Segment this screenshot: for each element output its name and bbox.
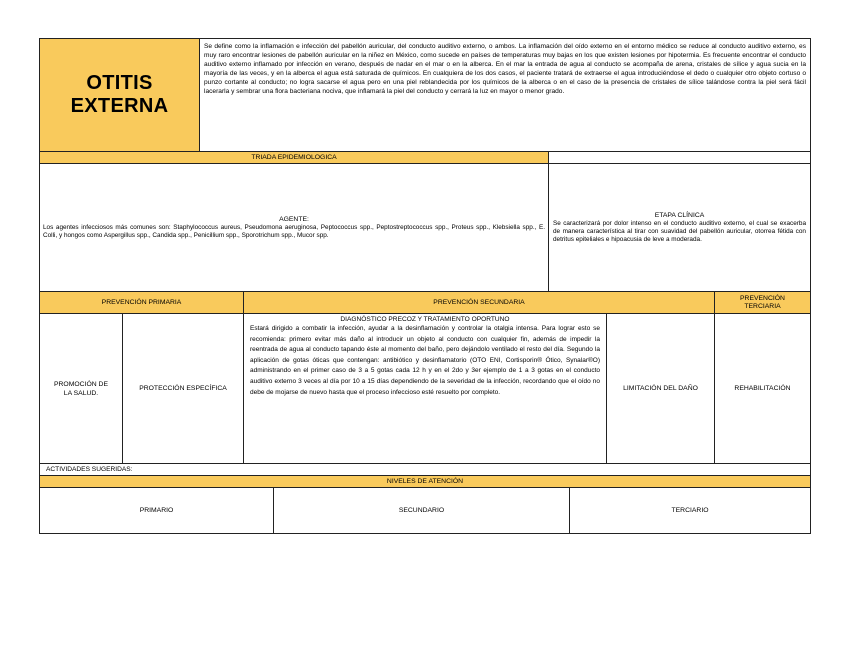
prevencion-secundaria-header: PREVENCIÓN SECUNDARIA	[244, 292, 715, 314]
proteccion-cell: PROTECCIÓN ESPECÍFICA	[123, 314, 244, 464]
etapa-cell	[549, 164, 811, 292]
nivel-secundario-cell: SECUNDARIO	[274, 488, 570, 534]
diagnostico-text: Estará dirigido a combatir la infección, ayudar a la desinflamación y controlar la otalgia intensa. Para lograr esto se recomienda: primero evitar más daño al introducir un objeto al conducto con cualquier fin, además de impedir la reentrada de agua al conducto tapando éste al momento del baño, pero dejándolo ventilado el resto del día. Segundo la aplicación de gotas óticas que contengan: antibiótico y desinflamatorio (OTO ENI, Cortisporin® Ótico, Synalar®O) administrando en el primer caso de 3 a 5 gotas cada 12 h y en el 2do y 3er ejemplo de 1 a 3 gotas en el conducto auditivo externo 3 veces al día por 10 a 15 días dependiendo de la severidad de la infección, recordando que el oído no debe de mojarse de nuevo hasta que el proceso infeccioso esté resuelto por completo.	[250, 325, 600, 396]
nivel-terciario-cell: TERCIARIO	[570, 488, 811, 534]
promocion-cell: PROMOCIÓN DE LA SALUD.	[39, 314, 123, 464]
diagnostico-title: DIAGNÓSTICO PRECOZ Y TRATAMIENTO OPORTUNO	[340, 316, 510, 323]
title-cell	[39, 38, 200, 152]
niveles-header: NIVELES DE ATENCIÓN	[39, 476, 811, 488]
diagnostico-cell	[244, 314, 607, 464]
definition-cell	[200, 38, 811, 152]
nivel-primario-cell: PRIMARIO	[39, 488, 274, 534]
actividades-cell	[39, 464, 811, 476]
page-title: OTITIS EXTERNA	[70, 72, 169, 117]
definition-text: Se define como la inflamación e infección del pabellón auricular, del conducto auditivo externo, o ambos. La inflamación del oído externo en el entorno médico se reduce al conducto auditivo externo, es muy raro encontrar lesiones de pabellón auricular en la niñez en México, como sucede en países de temperaturas muy bajas en los que existen lesiones por hipotermia. Es frecuente encontrar el conducto auditivo externo inflamado por infección en verano, después de nadar en el mar o en la alberca. En el mar la entrada de agua al conducto se acompaña de arena, cristales de sílice y agua sucia en la mayoría de las veces, y en la alberca el agua está saturada de químicos. En cualquiera de los dos casos, el paciente tratará de extraerse el agua introduciéndose el dedo o cualquier otro objeto cortuso o punzo cortante al conducto; no logra sacarse el agua pero en una piel reblandecida por los químicos de la alberca o en el caso de la presencia de cristales de sílice talándose contra la piel será fácil lacerarla y sembrar una flora bacteriana nociva, que inflamará la piel del conducto y cerrará la luz en mayor o menor grado.	[204, 43, 806, 95]
agente-text: Los agentes infecciosos más comunes son: Staphylococcus aureus, Pseudomona aeruginosa, Peptococcus spp., Peptostreptococcus spp., Proteus spp., Klebsiella spp., E. Colli, y hongos como Aspergillus spp., Candida spp., Penicillium spp., Sporotrichum spp., Mucor spp.	[43, 223, 545, 239]
agente-title: AGENTE:	[279, 215, 309, 223]
triada-header-gap	[549, 152, 811, 164]
prevencion-terciaria-header: PREVENCIÓN TERCIARIA	[715, 292, 811, 314]
actividades-label: ACTIVIDADES SUGERIDAS:	[46, 466, 133, 473]
prevencion-primaria-header: PREVENCIÓN PRIMARIA	[39, 292, 244, 314]
triada-header: TRIADA EPIDEMIOLOGICA	[39, 152, 549, 164]
limitacion-cell: LIMITACIÓN DEL DAÑO	[607, 314, 715, 464]
etapa-text: Se caracterizará por dolor intenso en el conducto auditivo externo, el cual se exacerba de manera característica al tirar con suavidad del pabellón auricular, otorrea fétida con detritus epiteliales e hipoacusia de leve a moderada.	[553, 219, 806, 244]
etapa-title: ETAPA CLÍNICA	[654, 211, 705, 219]
rehabilitacion-cell: REHABILITACIÓN	[715, 314, 811, 464]
agente-cell	[39, 164, 549, 292]
